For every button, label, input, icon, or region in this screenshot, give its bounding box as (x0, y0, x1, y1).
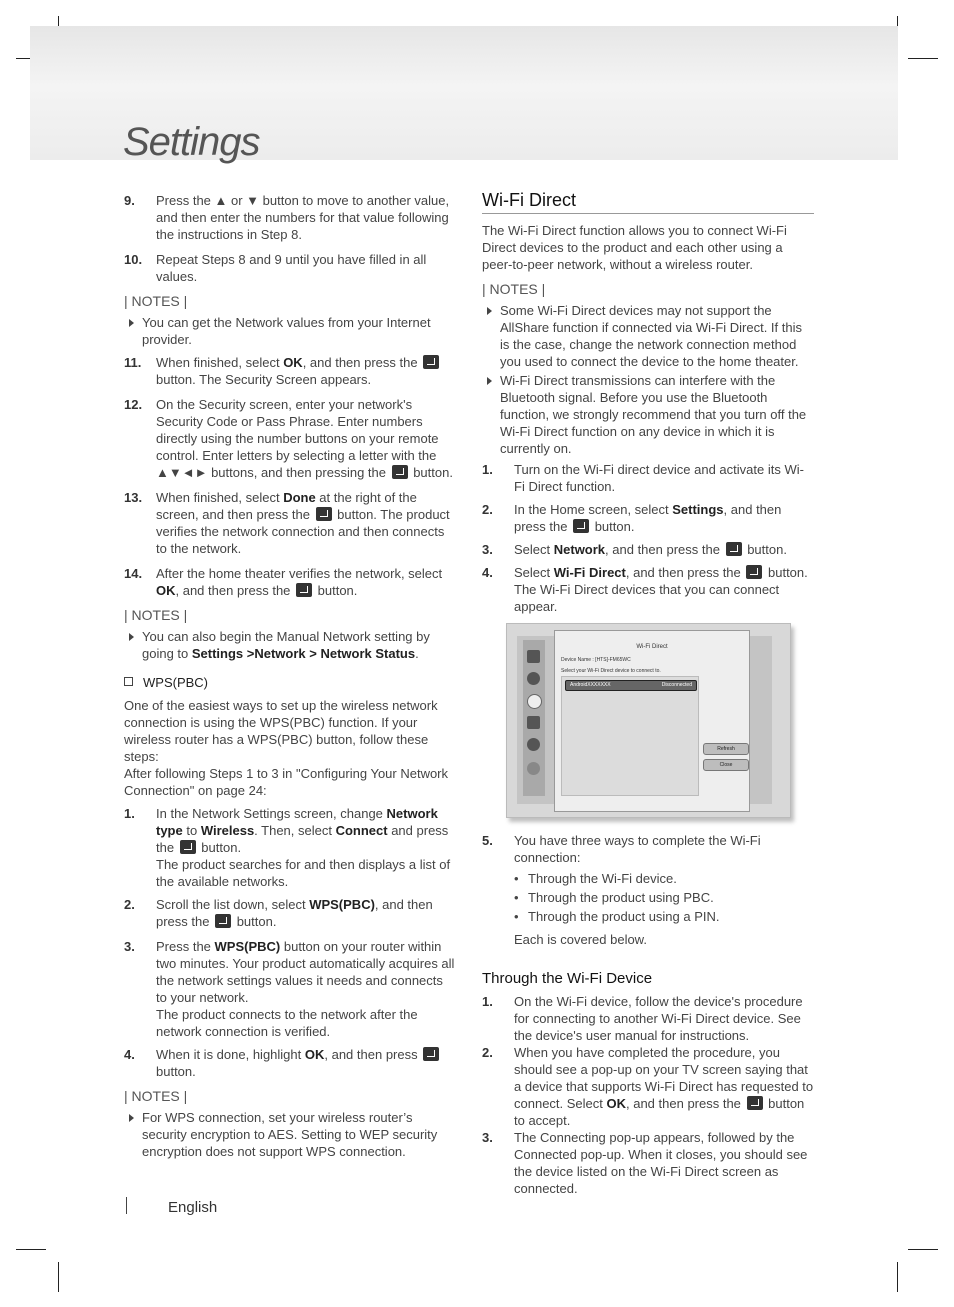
notes-heading: | NOTES | (482, 281, 546, 297)
step-number: 1. (124, 806, 135, 821)
step-number: 2. (482, 1045, 493, 1060)
step-text: The Connecting pop-up appears, followed by the Connected pop-up. When it closes, you should see the device listed on the Wi-Fi Direct screen as connected. (514, 1130, 808, 1196)
step-11 (124, 354, 457, 388)
step-text: On the Wi-Fi device, follow the device's procedure for connecting to another Wi-Fi Direct device. See the device's user manual for instructions. (514, 994, 803, 1043)
step-text: Press the WPS(PBC) button on your router within two minutes. Your product automatically acquires all the network settings values it needs and connects to your network. (156, 939, 455, 1005)
footer-divider (126, 1197, 127, 1214)
wps-intro-2: After following Steps 1 to 3 in "Configuring Your Network Connection" on page 24: (124, 766, 449, 798)
bullet-item: • Through the product using PBC. (514, 889, 814, 906)
device-step-3 (482, 1129, 814, 1197)
right-column (482, 192, 814, 1197)
bullet-item: • Through the product using a PIN. (514, 908, 814, 925)
notes-heading: | NOTES | (124, 1088, 188, 1104)
wifi-step-3 (482, 541, 814, 558)
step-10 (124, 251, 457, 285)
step-text: Turn on the Wi-Fi direct device and activate its Wi-Fi Direct function. (514, 462, 804, 494)
note-item: For WPS connection, set your wireless router’s security encryption to AES. Setting to WEP security encryption does not support WPS connection. (124, 1109, 457, 1160)
step-text: You have three ways to complete the Wi-Fi connection: (514, 833, 761, 865)
step-text: When finished, select Done at the right of the screen, and then press the button. The product verifies the network connection and then connects to the network. (156, 490, 450, 556)
step-number: 3. (482, 1130, 493, 1145)
device-status: Disconnected (661, 682, 692, 688)
step-number: 4. (124, 1047, 135, 1062)
step-text: After the home theater verifies the network, select OK, and then press the button. (156, 566, 443, 598)
sound-icon (527, 672, 540, 685)
step-text: Select Wi-Fi Direct, and then press the button. The Wi-Fi Direct devices that you can connect appear. (514, 565, 808, 614)
enter-icon (180, 840, 196, 854)
picture-icon (527, 650, 540, 663)
wifi-step-5 (482, 832, 814, 948)
step-number: 3. (482, 542, 493, 557)
enter-icon (215, 914, 231, 928)
checkbox-icon (124, 677, 133, 686)
enter-icon (423, 1047, 439, 1061)
settings-sidebar (523, 640, 545, 796)
notes-heading: | NOTES | (124, 293, 188, 309)
wifi-step-4 (482, 564, 814, 615)
step-9 (124, 192, 457, 243)
step-text: Select Network, and then press the button. (514, 542, 787, 557)
close-button[interactable]: Close (703, 759, 749, 771)
step-text: The product searches for and then displays a list of the available networks. (156, 857, 451, 889)
note-item: You can also begin the Manual Network setting by going to Settings >Network > Network Status. (124, 628, 457, 662)
step-number: 3. (124, 939, 135, 954)
step-text: When you have completed the procedure, you should see a pop-up on your TV screen saying that a device that supports Wi-Fi Direct has requested to connect. Select OK, and then press the button to accept. (514, 1045, 814, 1128)
step-text: Repeat Steps 8 and 9 until you have filled in all values. (156, 252, 427, 284)
enter-icon (392, 465, 408, 479)
step-text: On the Security screen, enter your network's Security Code or Pass Phrase. Enter numbers directly using the number buttons on your remote control. Enter letters by selecting a letter with the ▲▼◄► buttons, and then pressing the button. (156, 397, 453, 480)
step-number: 14. (124, 566, 143, 581)
step-number: 2. (482, 502, 493, 517)
step-text: When finished, select OK, and then press the button. The Security Screen appears. (156, 354, 457, 388)
support-gear-icon (527, 738, 540, 751)
footer-language: English (168, 1199, 218, 1216)
crop-mark (908, 58, 938, 59)
step-number: 12. (124, 397, 143, 412)
dialog-instruction: Select your Wi-Fi Direct device to connect to. (561, 668, 661, 674)
enter-icon (316, 507, 332, 521)
wifi-step-1 (482, 461, 814, 495)
step-number: 13. (124, 490, 143, 505)
enter-icon (573, 519, 589, 533)
step-14 (124, 565, 457, 599)
wps-intro: One of the easiest ways to set up the wireless network connection is using the WPS(PBC) function. If your wireless router has a WPS(PBC) button, follow these steps: (124, 698, 438, 764)
device-step-1 (482, 993, 814, 1044)
network-globe-icon (527, 694, 542, 709)
page-title: Settings (123, 120, 260, 164)
notes-heading: | NOTES | (124, 607, 188, 623)
note-item: You can get the Network values from your Internet provider. (124, 314, 457, 348)
wps-heading: WPS(PBC) (124, 674, 457, 691)
system-icon (527, 716, 540, 729)
note-item: Some Wi-Fi Direct devices may not support the AllShare function if connected via Wi-Fi Direct. If this is the case, change the network connection method you used to connect the device to the home theater. (482, 302, 814, 370)
enter-icon (747, 1096, 763, 1110)
step-13 (124, 489, 457, 557)
wifi-direct-screenshot (506, 623, 791, 818)
step-number: 11. (124, 355, 142, 370)
device-name: AndroidXXXXXXX (570, 682, 611, 688)
crop-mark (908, 1249, 938, 1250)
step-text: Press the ▲ or ▼ button to move to another value, and then enter the numbers for that value following the instructions in Step 8. (156, 193, 450, 242)
wifi-step-2 (482, 501, 814, 535)
crop-mark (16, 1249, 46, 1250)
crop-mark (897, 1262, 898, 1292)
left-column (124, 192, 457, 1160)
step-text: In the Network Settings screen, change Network type to Wireless. Then, select Connect and press the button. (156, 806, 449, 855)
step-text: In the Home screen, select Settings, and then press the button. (514, 502, 782, 534)
wps-step-3 (124, 938, 457, 1040)
smart-hub-icon (527, 762, 540, 775)
bullet-item: • Through the Wi-Fi device. (514, 870, 814, 887)
wps-step-1 (124, 805, 457, 890)
note-item: Wi-Fi Direct transmissions can interfere with the Bluetooth signal. Before you use the Bluetooth function, we strongly recommend that you turn off the Wi-Fi Direct function on any device in which it is currently on. (482, 372, 814, 457)
subsection-title: Through the Wi-Fi Device (482, 970, 653, 987)
step-text: When it is done, highlight OK, and then press button. (156, 1046, 457, 1080)
device-step-2 (482, 1044, 814, 1129)
dialog-title: Wi-Fi Direct (636, 644, 668, 650)
step-number: 1. (482, 462, 493, 477)
step-number: 1. (482, 994, 493, 1009)
step-number: 9. (124, 193, 135, 208)
wifi-direct-dialog (554, 630, 750, 812)
device-list (561, 676, 699, 796)
wps-step-4 (124, 1046, 457, 1080)
enter-icon (746, 565, 762, 579)
enter-icon (726, 542, 742, 556)
section-title: Wi-Fi Direct (482, 192, 814, 214)
crop-mark (58, 1262, 59, 1292)
step-number: 4. (482, 565, 493, 580)
step-number: 5. (482, 833, 493, 848)
step-number: 2. (124, 897, 135, 912)
step-text: Scroll the list down, select WPS(PBC), and then press the button. (156, 897, 433, 929)
wifi-direct-intro: The Wi-Fi Direct function allows you to connect Wi-Fi Direct devices to the product and each other using a peer-to-peer network, without a wireless router. (482, 223, 787, 272)
step-number: 10. (124, 252, 143, 267)
refresh-button[interactable]: Refresh (703, 743, 749, 755)
step-text: Each is covered below. (514, 932, 647, 947)
step-text: The product connects to the network after the network connection is verified. (156, 1007, 418, 1039)
device-name-label: Device Name : [HTS]-FM65WC (561, 657, 631, 663)
enter-icon (423, 355, 439, 369)
enter-icon (296, 583, 312, 597)
wps-step-2 (124, 896, 457, 930)
step-12 (124, 396, 457, 481)
device-list-item[interactable] (565, 680, 697, 691)
